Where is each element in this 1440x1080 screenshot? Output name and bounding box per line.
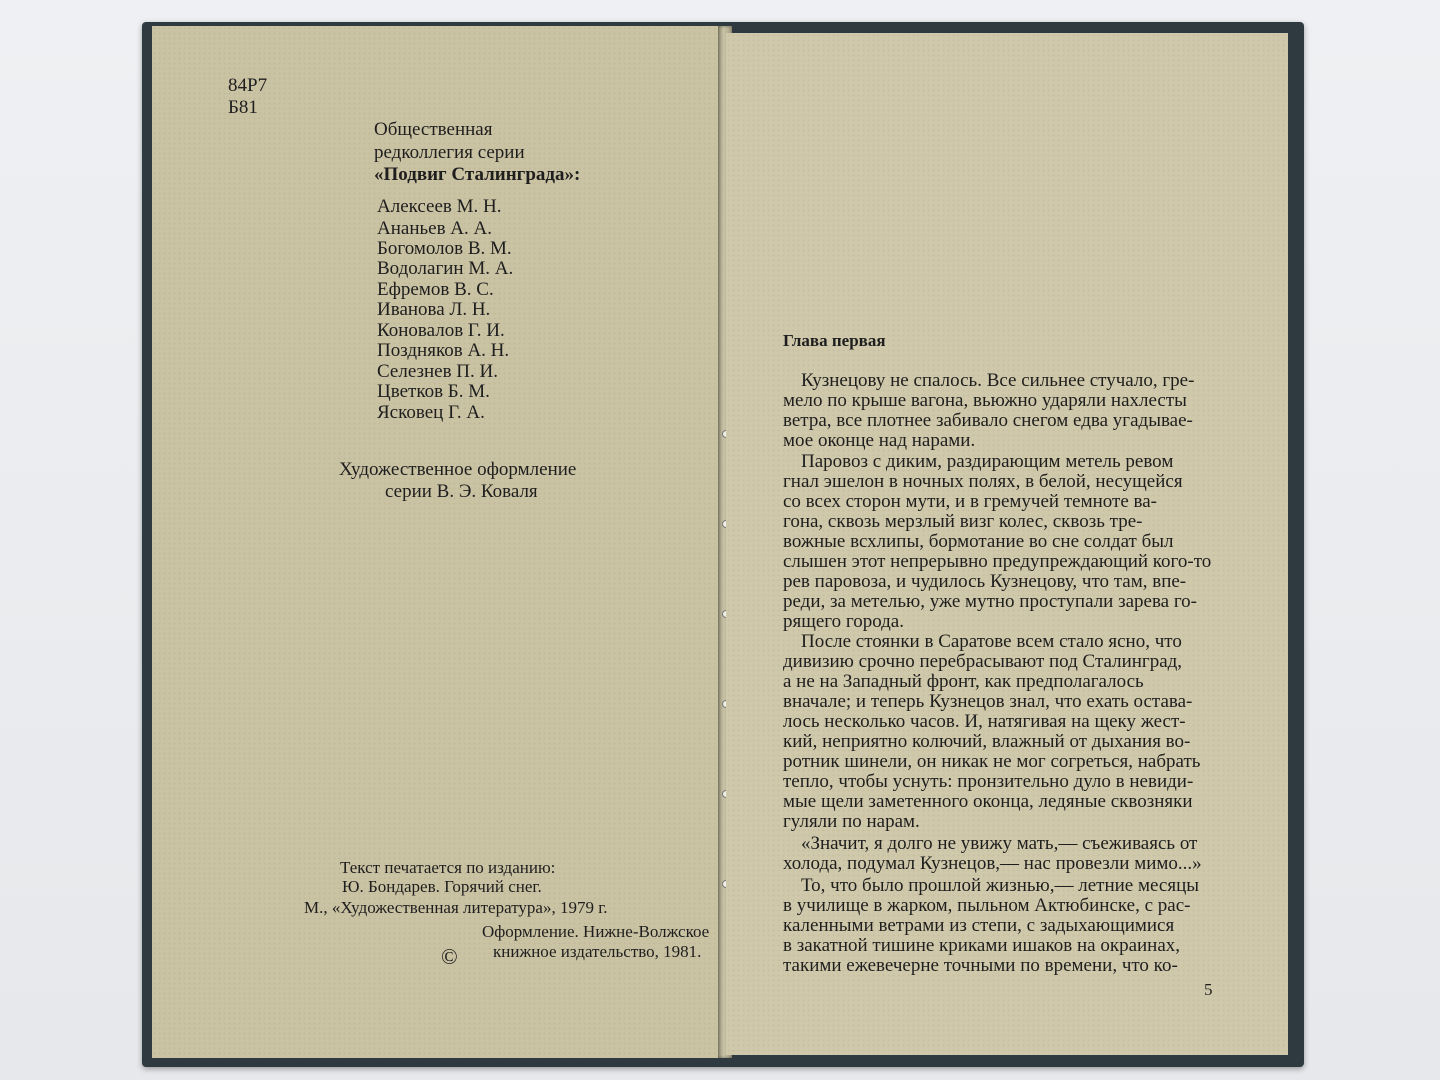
text-line: Паровоз с диким, раздирающим метель ревом xyxy=(801,451,1174,472)
text-line: а не на Западный фронт, как предполагалось xyxy=(783,671,1144,692)
text-line: кий, неприятно колючий, влажный от дыхания во- xyxy=(783,731,1191,752)
text-line: гона, сквозь мерзлый визг колес, сквозь тре- xyxy=(783,511,1143,532)
text-line: слышен этот непрерывно предупреждающий кого-то xyxy=(783,551,1212,572)
text-line: каленными ветрами из степи, с задыхающимися xyxy=(783,915,1175,936)
member-name: Алексеев М. Н. xyxy=(377,196,502,217)
member-name: Поздняков А. Н. xyxy=(377,340,510,361)
copyright-line: Оформление. Нижне-Волжское xyxy=(482,922,710,941)
catalog-code-1: 84Р7 xyxy=(228,75,268,96)
member-name: Цветков Б. М. xyxy=(377,381,490,402)
catalog-code-2: Б81 xyxy=(228,97,258,118)
text-line: тепло, чтобы уснуть: пронзительно дуло в невиди- xyxy=(783,771,1194,792)
text-line: мое оконце над нарами. xyxy=(783,430,976,451)
text-line: со всех сторон мути, и в гремучей темноте ва- xyxy=(783,491,1157,512)
text-line: лось несколько часов. И, натягивая на щеку жест- xyxy=(783,711,1186,732)
text-line: рящего города. xyxy=(783,611,904,632)
right-page xyxy=(726,33,1288,1055)
board-heading-line: редколлегия серии xyxy=(374,142,525,163)
copyright-icon: © xyxy=(441,944,458,969)
text-line: мые щели заметенного оконца, ледяные сквозняки xyxy=(783,791,1193,812)
text-line: в училище в жарком, пыльном Актюбинске, с рас- xyxy=(783,895,1191,916)
text-line: гуляли по нарам. xyxy=(783,811,920,832)
member-name: Коновалов Г. И. xyxy=(377,320,505,341)
series-title: «Подвиг Сталинграда»: xyxy=(374,164,581,185)
text-line: вначале; и теперь Кузнецов знал, что ехать остава- xyxy=(783,691,1193,712)
member-name: Ясковец Г. А. xyxy=(377,402,485,423)
text-line: реди, за метелью, уже мутно проступали зарева го- xyxy=(783,591,1198,612)
member-name: Иванова Л. Н. xyxy=(377,299,491,320)
member-name: Ананьев А. А. xyxy=(377,218,493,239)
chapter-title: Глава первая xyxy=(783,331,886,350)
text-line: ветра, все плотнее забивало снегом едва угадывае- xyxy=(783,410,1193,431)
text-line: То, что было прошлой жизнью,— летние месяцы xyxy=(801,875,1199,896)
left-page xyxy=(152,26,722,1058)
design-credit-line: серии В. Э. Коваля xyxy=(385,481,538,502)
source-note-line: Ю. Бондарев. Горячий снег. xyxy=(342,877,542,896)
text-line: холода, подумал Кузнецов,— нас провезли мимо...» xyxy=(783,853,1202,874)
text-line: Кузнецову не спалось. Все сильнее стучало, гре- xyxy=(801,370,1195,391)
source-note-line: М., «Художественная литература», 1979 г. xyxy=(304,898,608,917)
design-credit-line: Художественное оформление xyxy=(339,459,577,480)
member-name: Ефремов В. С. xyxy=(377,279,494,300)
text-line: такими ежевечерне точными по времени, что ко- xyxy=(783,955,1178,976)
text-line: После стоянки в Саратове всем стало ясно, что xyxy=(801,631,1182,652)
text-line: ротник шинели, он никак не мог согреться, набрать xyxy=(783,751,1201,772)
source-note-line: Текст печатается по изданию: xyxy=(340,858,556,877)
text-line: «Значит, я долго не увижу мать,— съеживаясь от xyxy=(801,833,1198,854)
member-name: Селезнев П. И. xyxy=(377,361,499,382)
text-line: мело по крыше вагона, вьюжно ударяли нахлесты xyxy=(783,390,1187,411)
text-line: в закатной тишине криками ишаков на окраинах, xyxy=(783,935,1181,956)
text-line: вожные всхлипы, бормотание во сне солдат был xyxy=(783,531,1174,552)
member-name: Богомолов В. М. xyxy=(377,238,512,259)
text-line: рев паровоза, и чудилось Кузнецову, что там, впе- xyxy=(783,571,1187,592)
text-line: гнал эшелон в ночных полях, в белой, несущейся xyxy=(783,471,1183,492)
text-line: дивизию срочно перебрасывают под Сталинград, xyxy=(783,651,1183,672)
page-number: 5 xyxy=(1204,980,1213,999)
board-heading-line: Общественная xyxy=(374,119,493,140)
member-name: Водолагин М. А. xyxy=(377,258,514,279)
copyright-line: книжное издательство, 1981. xyxy=(493,942,702,961)
